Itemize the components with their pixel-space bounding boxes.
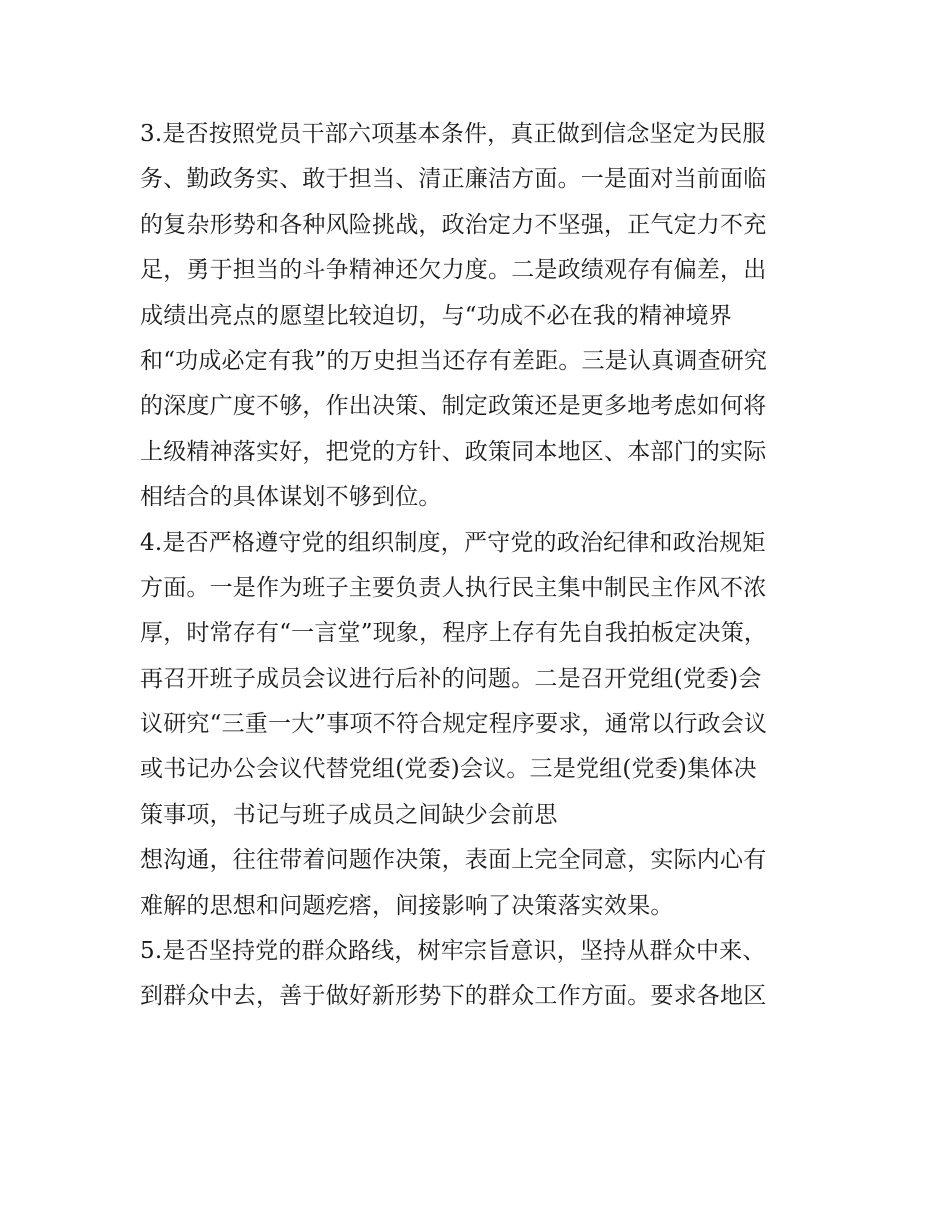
text-line: 方面。一是作为班子主要负责人执行民主集中制民主作风不浓 (140, 574, 767, 601)
text-line: 足，勇于担当的斗争精神还欠力度。二是政绩观存有偏差，出 (140, 257, 767, 284)
text-line: 相结合的具体谋划不够到位。 (140, 484, 442, 511)
text-line: 厚，时常存有“一言堂”现象，程序上存有先自我拍板定决策， (140, 620, 768, 647)
text-line: 到群众中去，善于做好新形势下的群众工作方面。要求各地区 (140, 983, 767, 1010)
text-line: 3.是否按照党员干部六项基本条件，真正做到信念坚定为民服 (140, 121, 766, 147)
text-line: 5.是否坚持党的群众路线，树牢宗旨意识，坚持从群众中来、 (140, 938, 766, 965)
text-line: 4.是否严格遵守党的组织制度，严守党的政治纪律和政治规矩 (140, 529, 766, 556)
text-line: 议研究“三重一大”事项不符合规定程序要求，通常以行政会议 (140, 711, 768, 738)
text-line: 的深度广度不够，作出决策、制定政策还是更多地考虑如何将 (140, 393, 767, 420)
text-line: 和“功成必定有我”的万史担当还存有差距。三是认真调查研究 (140, 347, 768, 374)
text-line: 成绩出亮点的愿望比较迫切，与“功成不必在我的精神境界 (140, 302, 732, 329)
text-line: 务、勤政务实、敢于担当、清正廉洁方面。一是面对当前面临 (140, 166, 767, 193)
text-line: 再召开班子成员会议进行后补的问题。二是召开党组(党委)会 (140, 665, 762, 692)
text-line: 上级精神落实好，把党的方针、政策同本地区、本部门的实际 (140, 438, 767, 465)
text-line: 难解的思想和问题疙瘩，间接影响了决策落实效果。 (140, 892, 674, 919)
text-line: 的复杂形势和各种风险挑战，政治定力不坚强，正气定力不充 (140, 211, 767, 238)
text-line: 想沟通，往往带着问题作决策，表面上完全同意，实际内心有 (140, 847, 767, 874)
text-line: 策事项，书记与班子成员之间缺少会前思 (140, 801, 558, 828)
text-line: 或书记办公会议代替党组(党委)会议。三是党组(党委)集体决 (140, 756, 757, 783)
document-body (140, 112, 830, 1020)
